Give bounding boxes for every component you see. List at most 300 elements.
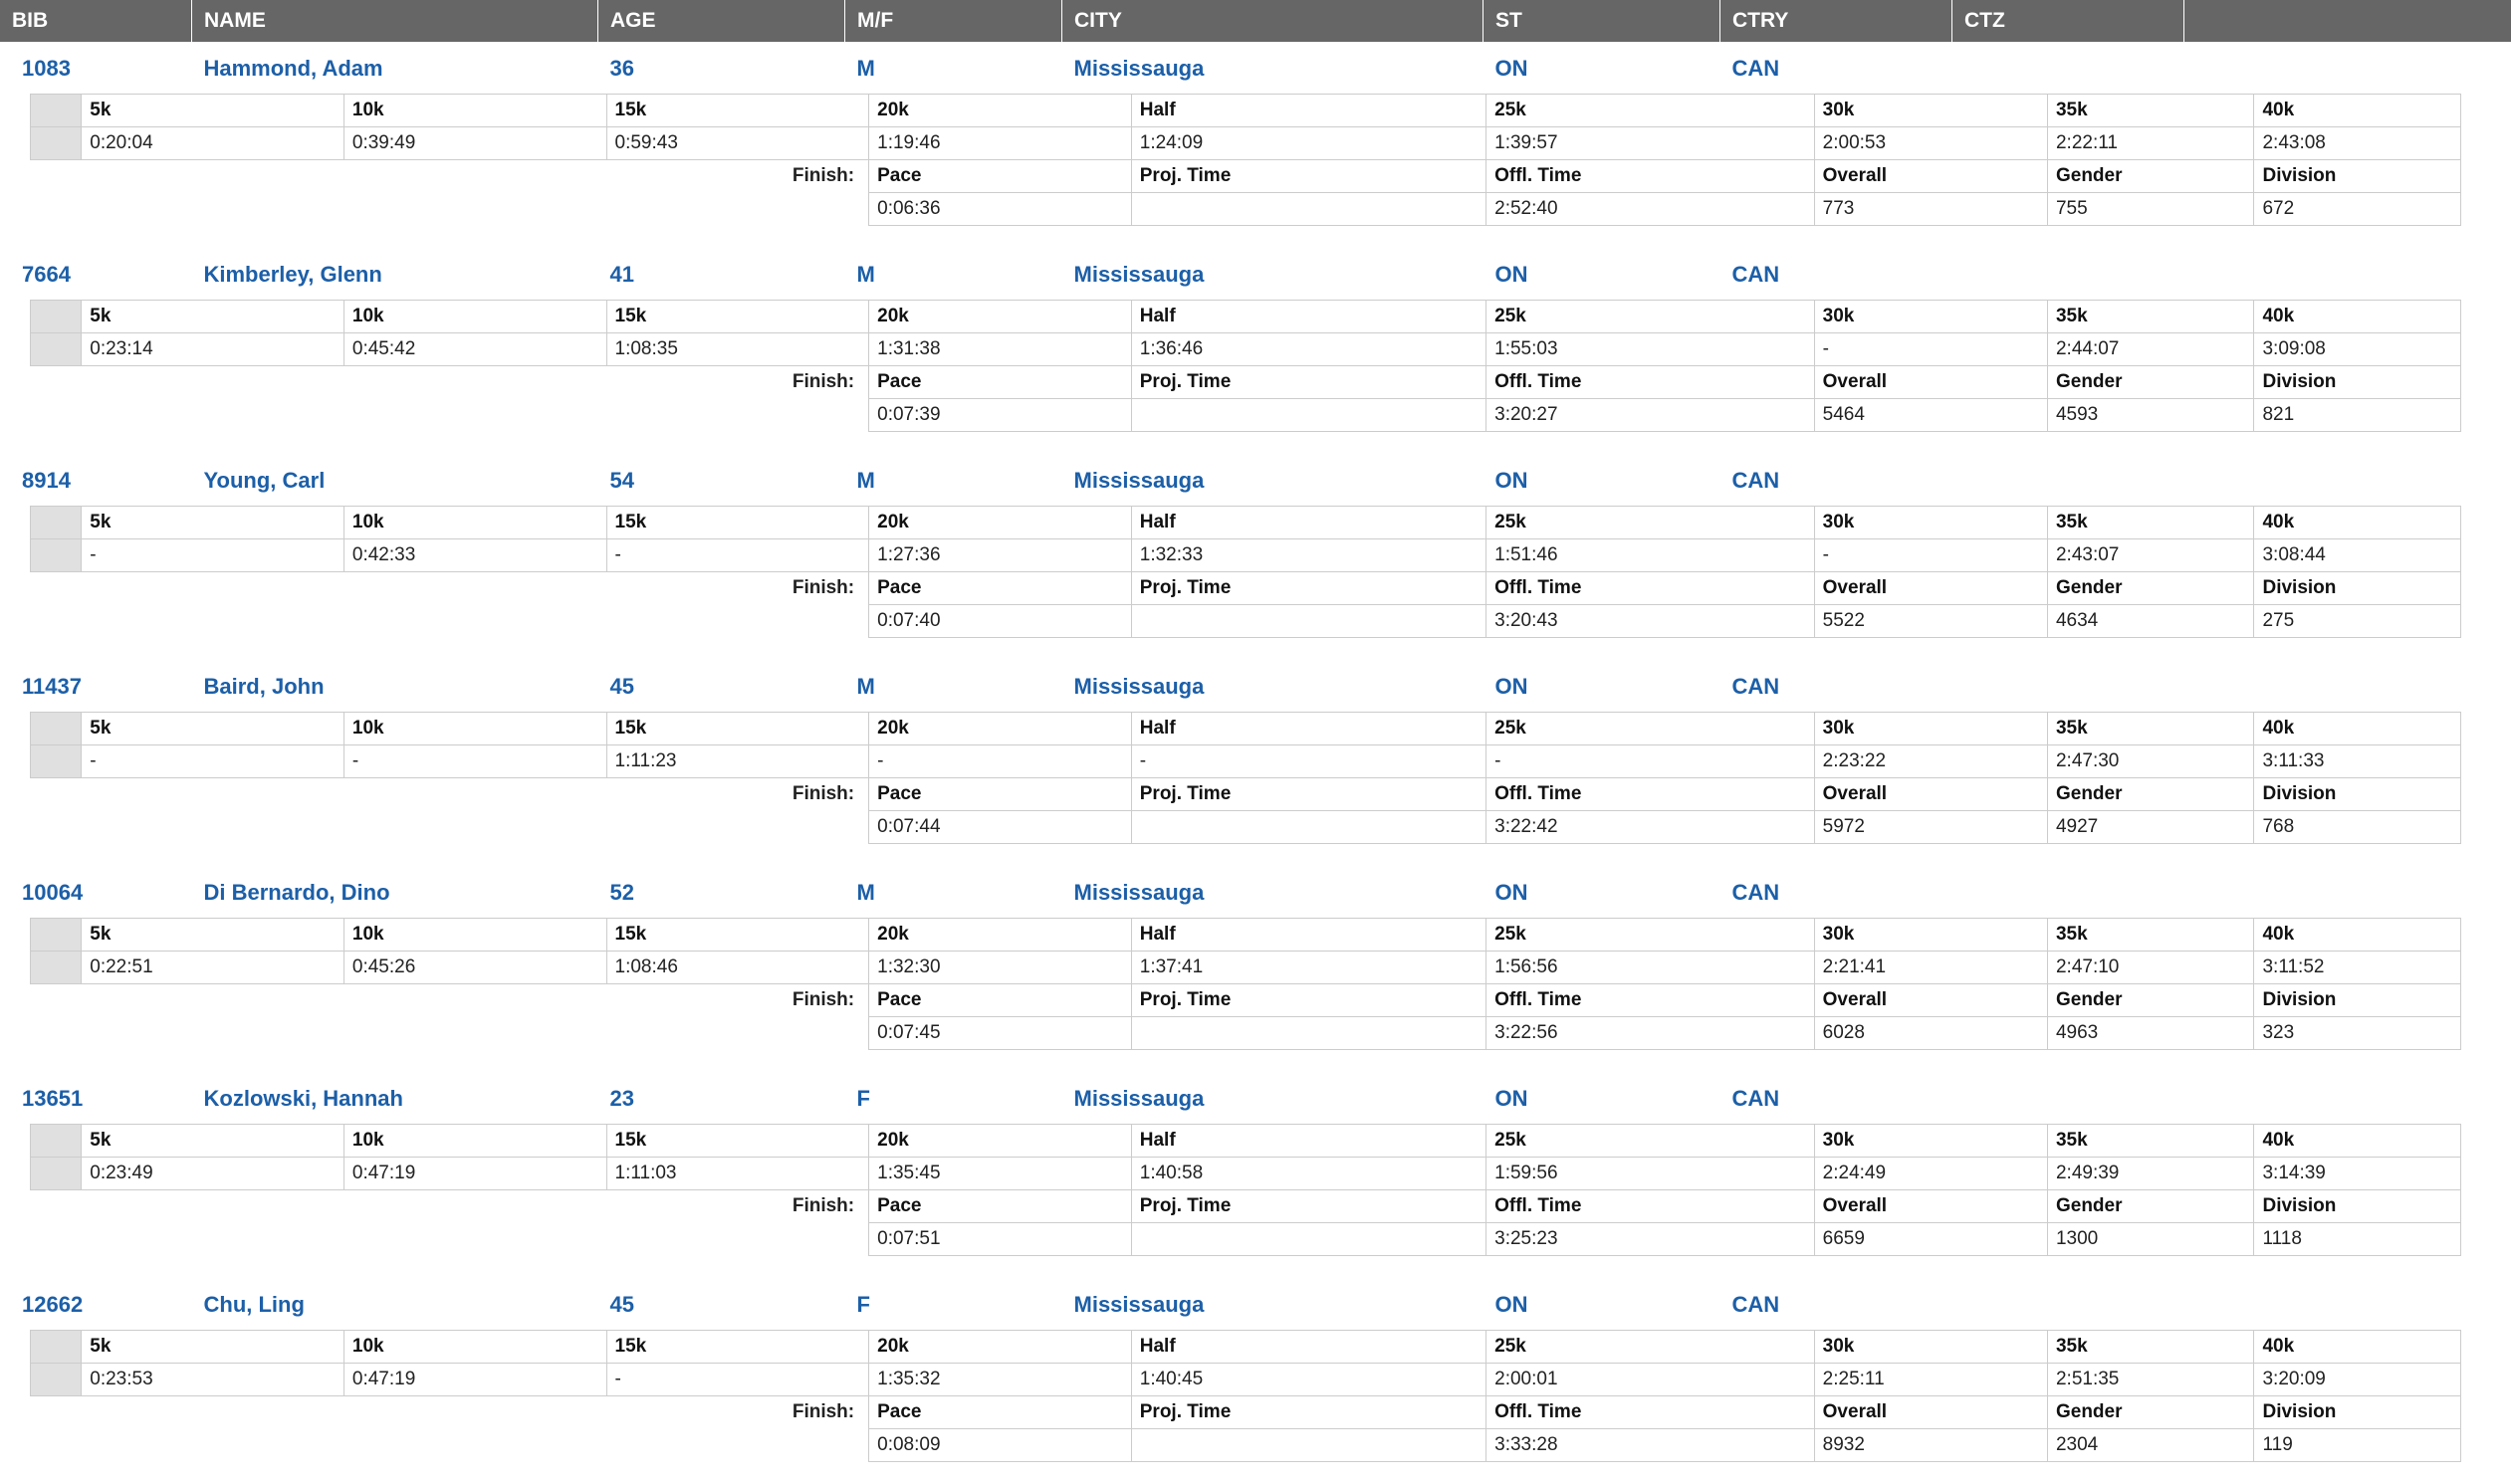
runner-city: Mississauga — [1062, 42, 1484, 94]
runner-name[interactable]: Di Bernardo, Dino — [192, 866, 598, 918]
runner-city: Mississauga — [1062, 1278, 1484, 1330]
runner-row[interactable] — [0, 248, 2511, 300]
finish-label: Finish: — [31, 366, 869, 399]
split-value: 2:00:53 — [1814, 127, 2047, 160]
split-value: 3:08:44 — [2254, 539, 2461, 572]
splits-label-row — [31, 1125, 2461, 1158]
summary-label: Gender — [2047, 160, 2253, 193]
split-label: 20k — [869, 1125, 1132, 1158]
split-label: 10k — [343, 301, 606, 333]
proj-time-value — [1131, 605, 1485, 638]
splits-container — [0, 94, 2511, 226]
splits-label-row — [31, 1331, 2461, 1364]
runner-country: CAN — [1720, 1072, 1952, 1124]
split-label: 10k — [343, 919, 606, 952]
split-label: 40k — [2254, 919, 2461, 952]
split-label: 35k — [2047, 713, 2253, 745]
runner-state: ON — [1484, 866, 1720, 918]
split-label: 20k — [869, 713, 1132, 745]
row-gap — [0, 844, 2511, 866]
runner-state: ON — [1484, 42, 1720, 94]
runner-row[interactable] — [0, 1072, 2511, 1124]
split-value: 1:55:03 — [1486, 333, 1815, 366]
runner-bib[interactable]: 11437 — [0, 660, 192, 712]
split-label: 5k — [82, 507, 344, 539]
summary-value-row — [31, 605, 2461, 638]
summary-label: Pace — [869, 778, 1132, 811]
summary-label-row — [31, 1190, 2461, 1223]
split-value: 1:51:46 — [1486, 539, 1815, 572]
splits-spacer — [31, 127, 82, 160]
summary-label: Overall — [1814, 572, 2047, 605]
summary-value-row — [31, 811, 2461, 844]
split-value: 1:11:03 — [606, 1158, 869, 1190]
runner-name[interactable]: Chu, Ling — [192, 1278, 598, 1330]
splits-container — [0, 918, 2511, 1050]
summary-label: Offl. Time — [1486, 984, 1815, 1017]
split-label: 20k — [869, 507, 1132, 539]
runner-bib[interactable]: 7664 — [0, 248, 192, 300]
overall-place: 6659 — [1814, 1223, 2047, 1256]
split-value: 1:32:30 — [869, 952, 1132, 984]
runner-row-pad — [2184, 1278, 2511, 1330]
split-label: 20k — [869, 1331, 1132, 1364]
pace-value: 0:07:40 — [869, 605, 1132, 638]
splits-container — [0, 1330, 2511, 1462]
summary-label: Overall — [1814, 160, 2047, 193]
split-value: 2:21:41 — [1814, 952, 2047, 984]
split-value: 1:56:56 — [1486, 952, 1815, 984]
runner-age: 45 — [598, 1278, 845, 1330]
splits-spacer — [31, 713, 82, 745]
splits-label-row — [31, 713, 2461, 745]
offl-time-value: 3:22:42 — [1486, 811, 1815, 844]
proj-time-value — [1131, 1429, 1485, 1462]
summary-label: Pace — [869, 984, 1132, 1017]
runner-city: Mississauga — [1062, 248, 1484, 300]
split-label: 35k — [2047, 301, 2253, 333]
runner-name[interactable]: Hammond, Adam — [192, 42, 598, 94]
split-value: - — [606, 539, 869, 572]
gender-place: 1300 — [2047, 1223, 2253, 1256]
runner-state: ON — [1484, 454, 1720, 506]
row-gap-cell — [0, 1050, 2511, 1072]
split-label: 10k — [343, 95, 606, 127]
summary-label: Proj. Time — [1131, 160, 1485, 193]
runner-citizenship — [1952, 660, 2184, 712]
division-place: 275 — [2254, 605, 2461, 638]
runner-country: CAN — [1720, 866, 1952, 918]
split-label: 30k — [1814, 95, 2047, 127]
runner-citizenship — [1952, 454, 2184, 506]
summary-label: Overall — [1814, 366, 2047, 399]
division-place: 1118 — [2254, 1223, 2461, 1256]
split-label: 30k — [1814, 713, 2047, 745]
split-value: 2:22:11 — [2047, 127, 2253, 160]
runner-row-pad — [2184, 42, 2511, 94]
runner-age: 36 — [598, 42, 845, 94]
runner-row-pad — [2184, 454, 2511, 506]
runner-city: Mississauga — [1062, 660, 1484, 712]
splits-container — [0, 1124, 2511, 1256]
runner-splits-row — [0, 1330, 2511, 1462]
pace-value: 0:07:51 — [869, 1223, 1132, 1256]
column-header-age[interactable]: AGE — [598, 0, 845, 42]
split-value: - — [1131, 745, 1485, 778]
division-place: 323 — [2254, 1017, 2461, 1050]
summary-value-row — [31, 399, 2461, 432]
proj-time-value — [1131, 1223, 1485, 1256]
split-label: 10k — [343, 1125, 606, 1158]
summary-label: Gender — [2047, 1396, 2253, 1429]
split-value: - — [1814, 333, 2047, 366]
summary-label: Offl. Time — [1486, 572, 1815, 605]
row-gap-cell — [0, 432, 2511, 454]
splits-spacer — [31, 1125, 82, 1158]
runner-row[interactable] — [0, 1278, 2511, 1330]
split-value: 3:14:39 — [2254, 1158, 2461, 1190]
proj-time-value — [1131, 811, 1485, 844]
split-label: Half — [1131, 1125, 1485, 1158]
gender-place: 4963 — [2047, 1017, 2253, 1050]
runner-citizenship — [1952, 866, 2184, 918]
column-header-blank — [2184, 0, 2511, 42]
splits-value-row — [31, 745, 2461, 778]
runner-row[interactable] — [0, 42, 2511, 94]
overall-place: 5464 — [1814, 399, 2047, 432]
split-value: 0:39:49 — [343, 127, 606, 160]
offl-time-value: 2:52:40 — [1486, 193, 1815, 226]
runner-row-pad — [2184, 1072, 2511, 1124]
split-label: 35k — [2047, 507, 2253, 539]
split-label: 35k — [2047, 1331, 2253, 1364]
pace-value: 0:08:09 — [869, 1429, 1132, 1462]
runner-row[interactable] — [0, 866, 2511, 918]
row-gap — [0, 1050, 2511, 1072]
offl-time-value: 3:25:23 — [1486, 1223, 1815, 1256]
division-place: 119 — [2254, 1429, 2461, 1462]
summary-label: Proj. Time — [1131, 778, 1485, 811]
runner-citizenship — [1952, 248, 2184, 300]
split-value: 1:37:41 — [1131, 952, 1485, 984]
runner-age: 45 — [598, 660, 845, 712]
summary-label: Division — [2254, 1190, 2461, 1223]
split-value: 0:22:51 — [82, 952, 344, 984]
splits-value-row — [31, 333, 2461, 366]
summary-label-row — [31, 160, 2461, 193]
summary-label: Gender — [2047, 984, 2253, 1017]
split-label: 20k — [869, 95, 1132, 127]
split-value: 0:59:43 — [606, 127, 869, 160]
overall-place: 8932 — [1814, 1429, 2047, 1462]
split-value: 2:43:08 — [2254, 127, 2461, 160]
split-value: 2:47:10 — [2047, 952, 2253, 984]
split-label: 20k — [869, 919, 1132, 952]
finish-label: Finish: — [31, 572, 869, 605]
finish-label: Finish: — [31, 1190, 869, 1223]
split-label: 40k — [2254, 1331, 2461, 1364]
summary-label-row — [31, 1396, 2461, 1429]
split-value: - — [1486, 745, 1815, 778]
summary-label: Division — [2254, 160, 2461, 193]
split-label: 25k — [1486, 301, 1815, 333]
summary-label: Offl. Time — [1486, 1396, 1815, 1429]
runner-name[interactable]: Kozlowski, Hannah — [192, 1072, 598, 1124]
splits-value-row — [31, 952, 2461, 984]
summary-label: Division — [2254, 1396, 2461, 1429]
table-header-row — [0, 0, 2511, 42]
row-gap — [0, 1462, 2511, 1484]
split-value: 3:11:33 — [2254, 745, 2461, 778]
runner-row[interactable] — [0, 660, 2511, 712]
split-label: 35k — [2047, 1125, 2253, 1158]
split-value: 1:32:33 — [1131, 539, 1485, 572]
pace-value: 0:06:36 — [869, 193, 1132, 226]
split-label: Half — [1131, 507, 1485, 539]
splits-spacer — [31, 1364, 82, 1396]
split-value: 1:36:46 — [1131, 333, 1485, 366]
split-label: 25k — [1486, 95, 1815, 127]
split-label: 15k — [606, 1331, 869, 1364]
runner-state: ON — [1484, 660, 1720, 712]
summary-value-row — [31, 1429, 2461, 1462]
gender-place: 4593 — [2047, 399, 2253, 432]
offl-time-value: 3:33:28 — [1486, 1429, 1815, 1462]
runner-bib[interactable]: 12662 — [0, 1278, 192, 1330]
offl-time-value: 3:22:56 — [1486, 1017, 1815, 1050]
runner-name[interactable]: Baird, John — [192, 660, 598, 712]
summary-blank — [31, 193, 869, 226]
division-place: 672 — [2254, 193, 2461, 226]
splits-label-row — [31, 301, 2461, 333]
column-header-city[interactable]: CITY — [1062, 0, 1484, 42]
split-value: 1:27:36 — [869, 539, 1132, 572]
runner-row-pad — [2184, 866, 2511, 918]
summary-label: Overall — [1814, 778, 2047, 811]
split-label: 35k — [2047, 919, 2253, 952]
row-gap-cell — [0, 1462, 2511, 1484]
split-value: 0:45:26 — [343, 952, 606, 984]
runner-name[interactable]: Young, Carl — [192, 454, 598, 506]
summary-blank — [31, 1017, 869, 1050]
splits-container — [0, 712, 2511, 844]
summary-blank — [31, 399, 869, 432]
summary-blank — [31, 811, 869, 844]
summary-label: Pace — [869, 1190, 1132, 1223]
split-label: 5k — [82, 1125, 344, 1158]
split-value: 0:45:42 — [343, 333, 606, 366]
splits-table — [30, 1124, 2461, 1256]
runner-gender: M — [845, 454, 1062, 506]
row-gap-cell — [0, 1256, 2511, 1278]
runner-name[interactable]: Kimberley, Glenn — [192, 248, 598, 300]
summary-value-row — [31, 1223, 2461, 1256]
runner-row-pad — [2184, 660, 2511, 712]
summary-label: Overall — [1814, 984, 2047, 1017]
splits-value-row — [31, 1364, 2461, 1396]
summary-label: Division — [2254, 984, 2461, 1017]
gender-place: 755 — [2047, 193, 2253, 226]
summary-label: Pace — [869, 572, 1132, 605]
splits-spacer — [31, 507, 82, 539]
split-value: 0:47:19 — [343, 1364, 606, 1396]
split-label: 5k — [82, 713, 344, 745]
splits-table — [30, 506, 2461, 638]
summary-label: Offl. Time — [1486, 1190, 1815, 1223]
runner-splits-row — [0, 712, 2511, 844]
runner-age: 23 — [598, 1072, 845, 1124]
runner-splits-row — [0, 918, 2511, 1050]
proj-time-value — [1131, 1017, 1485, 1050]
split-value: 2:25:11 — [1814, 1364, 2047, 1396]
pace-value: 0:07:39 — [869, 399, 1132, 432]
split-label: Half — [1131, 301, 1485, 333]
split-value: 2:49:39 — [2047, 1158, 2253, 1190]
finish-label: Finish: — [31, 160, 869, 193]
split-label: 30k — [1814, 919, 2047, 952]
row-gap-cell — [0, 226, 2511, 248]
split-label: 15k — [606, 1125, 869, 1158]
runner-splits-row — [0, 300, 2511, 432]
split-value: 1:59:56 — [1486, 1158, 1815, 1190]
split-label: 35k — [2047, 95, 2253, 127]
runner-gender: M — [845, 660, 1062, 712]
runner-state: ON — [1484, 1072, 1720, 1124]
runner-country: CAN — [1720, 454, 1952, 506]
summary-label: Pace — [869, 1396, 1132, 1429]
split-value: 1:40:45 — [1131, 1364, 1485, 1396]
split-label: 15k — [606, 95, 869, 127]
split-value: - — [343, 745, 606, 778]
split-value: 2:47:30 — [2047, 745, 2253, 778]
column-header-name[interactable]: NAME — [192, 0, 598, 42]
split-label: 40k — [2254, 1125, 2461, 1158]
column-header-mf[interactable]: M/F — [845, 0, 1062, 42]
column-header-ctz[interactable]: CTZ — [1952, 0, 2184, 42]
overall-place: 5522 — [1814, 605, 2047, 638]
splits-value-row — [31, 1158, 2461, 1190]
proj-time-value — [1131, 193, 1485, 226]
split-label: Half — [1131, 713, 1485, 745]
split-label: 15k — [606, 507, 869, 539]
summary-label: Offl. Time — [1486, 778, 1815, 811]
gender-place: 2304 — [2047, 1429, 2253, 1462]
split-value: 0:20:04 — [82, 127, 344, 160]
split-label: 40k — [2254, 713, 2461, 745]
splits-container — [0, 300, 2511, 432]
summary-label: Proj. Time — [1131, 1396, 1485, 1429]
split-value: - — [82, 539, 344, 572]
runner-gender: M — [845, 866, 1062, 918]
gender-place: 4927 — [2047, 811, 2253, 844]
summary-label: Division — [2254, 572, 2461, 605]
split-value: 1:40:58 — [1131, 1158, 1485, 1190]
split-label: 40k — [2254, 301, 2461, 333]
runner-bib[interactable]: 8914 — [0, 454, 192, 506]
splits-value-row — [31, 539, 2461, 572]
splits-label-row — [31, 95, 2461, 127]
splits-table — [30, 300, 2461, 432]
split-value: 1:08:35 — [606, 333, 869, 366]
split-label: 40k — [2254, 507, 2461, 539]
summary-label: Proj. Time — [1131, 984, 1485, 1017]
runner-gender: F — [845, 1278, 1062, 1330]
summary-value-row — [31, 193, 2461, 226]
runner-age: 54 — [598, 454, 845, 506]
split-value: 0:23:53 — [82, 1364, 344, 1396]
summary-label: Offl. Time — [1486, 366, 1815, 399]
split-label: Half — [1131, 1331, 1485, 1364]
runner-gender: M — [845, 42, 1062, 94]
summary-label: Gender — [2047, 572, 2253, 605]
column-header-st[interactable]: ST — [1484, 0, 1720, 42]
split-value: 2:24:49 — [1814, 1158, 2047, 1190]
pace-value: 0:07:45 — [869, 1017, 1132, 1050]
runner-country: CAN — [1720, 660, 1952, 712]
split-value: 1:35:32 — [869, 1364, 1132, 1396]
split-value: 3:09:08 — [2254, 333, 2461, 366]
runner-bib[interactable]: 13651 — [0, 1072, 192, 1124]
pace-value: 0:07:44 — [869, 811, 1132, 844]
summary-label-row — [31, 366, 2461, 399]
runner-age: 41 — [598, 248, 845, 300]
split-value: - — [606, 1364, 869, 1396]
runner-city: Mississauga — [1062, 866, 1484, 918]
splits-spacer — [31, 539, 82, 572]
split-value: 2:23:22 — [1814, 745, 2047, 778]
split-label: 10k — [343, 507, 606, 539]
splits-table — [30, 1330, 2461, 1462]
splits-spacer — [31, 95, 82, 127]
overall-place: 5972 — [1814, 811, 2047, 844]
split-label: 25k — [1486, 1331, 1815, 1364]
gender-place: 4634 — [2047, 605, 2253, 638]
split-label: 30k — [1814, 1125, 2047, 1158]
runner-row[interactable] — [0, 454, 2511, 506]
summary-blank — [31, 605, 869, 638]
split-label: 20k — [869, 301, 1132, 333]
column-header-ctry[interactable]: CTRY — [1720, 0, 1952, 42]
offl-time-value: 3:20:43 — [1486, 605, 1815, 638]
splits-container — [0, 506, 2511, 638]
split-value: 0:23:14 — [82, 333, 344, 366]
offl-time-value: 3:20:27 — [1486, 399, 1815, 432]
column-header-bib[interactable]: BIB — [0, 0, 192, 42]
splits-spacer — [31, 952, 82, 984]
runner-bib[interactable]: 1083 — [0, 42, 192, 94]
split-value: 2:51:35 — [2047, 1364, 2253, 1396]
split-value: 1:31:38 — [869, 333, 1132, 366]
runner-bib[interactable]: 10064 — [0, 866, 192, 918]
split-label: 15k — [606, 301, 869, 333]
runner-splits-row — [0, 1124, 2511, 1256]
split-value: - — [869, 745, 1132, 778]
summary-label-row — [31, 984, 2461, 1017]
runner-citizenship — [1952, 1278, 2184, 1330]
summary-label: Pace — [869, 366, 1132, 399]
runner-city: Mississauga — [1062, 1072, 1484, 1124]
splits-spacer — [31, 1331, 82, 1364]
split-label: 25k — [1486, 919, 1815, 952]
splits-label-row — [31, 507, 2461, 539]
split-label: 10k — [343, 713, 606, 745]
split-value: 0:23:49 — [82, 1158, 344, 1190]
split-label: 10k — [343, 1331, 606, 1364]
split-label: 25k — [1486, 713, 1815, 745]
summary-value-row — [31, 1017, 2461, 1050]
summary-label: Gender — [2047, 366, 2253, 399]
split-label: 15k — [606, 713, 869, 745]
